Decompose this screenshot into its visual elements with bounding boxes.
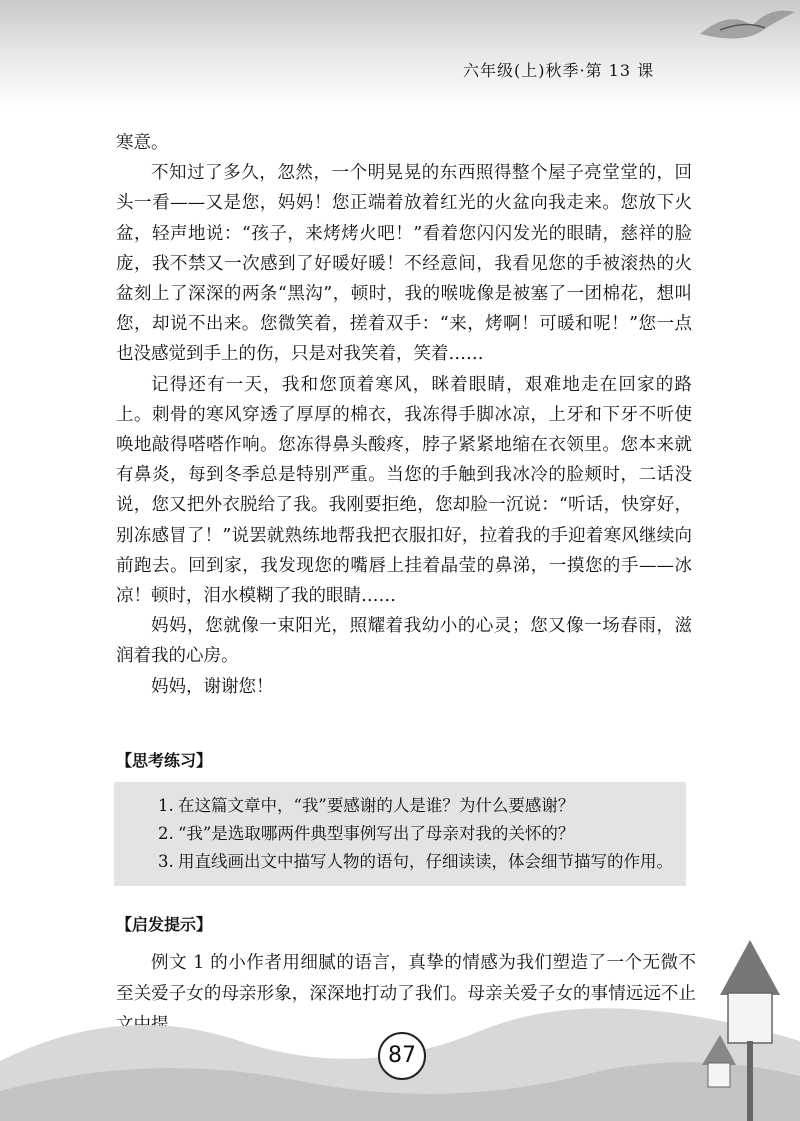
paragraph: 妈妈，您就像一束阳光，照耀着我幼小的心灵；您又像一场春雨，滋润着我的心房。 [116,616,692,667]
header-background [0,0,800,110]
hint-label: 【启发提示】 [116,915,213,934]
lesson-header: 六年级(上)秋季·第 13 课 [463,61,655,80]
hint-paragraph: 例文 1 的小作者用细腻的语言，真挚的情感为我们塑造了一个无微不至关爱子女的母亲形象，深深地打动了我们。母亲关爱子女的事情远远不止文中提 [116,953,696,1035]
bird-illustration [690,4,800,50]
article-body [116,128,692,702]
paragraph: 寒意。 [116,133,169,153]
page-number: 87 [378,1032,426,1080]
exercise-number: 3. [158,852,174,871]
exercise-item [158,848,686,876]
exercise-number: 1. [158,796,174,815]
paragraph: 不知过了多久，忽然，一个明晃晃的东西照得整个屋子亮堂堂的，回头一看——又是您，妈妈！您正端着放着红光的火盆向我走来。您放下火盆，轻声地说：“孩子，来烤烤火吧！”看着您闪闪发光的眼睛，慈祥的脸庞，我不禁又一次感到了好暖好暖！不经意间，我看见您的手被滚热的火盆刻上了深深的两条“黑沟”，顿时，我的喉咙像是被塞了一团棉花，想叫您，却说不出来。您微笑着，搓着双手：“来，烤啊！可暖和呢！”您一点也没感觉到手上的伤，只是对我笑着，笑着…… [116,163,692,365]
birdhouse-illustration [700,935,800,1121]
exercise-number: 2. [158,824,174,843]
exercise-text: 用直线画出文中描写人物的语句，仔细读读，体会细节描写的作用。 [178,852,673,871]
exercise-box [114,782,686,886]
exercise-list [114,782,686,876]
paragraph: 记得还有一天，我和您顶着寒风，眯着眼睛，艰难地走在回家的路上。刺骨的寒风穿透了厚厚的棉衣，我冻得手脚冰凉，上牙和下牙不听使唤地敲得嗒嗒作响。您冻得鼻头酸疼，脖子紧紧地缩在衣领里。您本来就有鼻炎，每到冬季总是特别严重。当您的手触到我冰冷的脸颊时，二话没说，您又把外衣脱给了我。我刚要拒绝，您却脸一沉说：“听话，快穿好，别冻感冒了！”说罢就熟练地帮我把衣服扣好，拉着我的手迎着寒风继续向前跑去。回到家，我发现您的嘴唇上挂着晶莹的鼻涕，一摸您的手——冰凉！顿时，泪水模糊了我的眼睛…… [116,374,692,607]
paragraph: 妈妈，谢谢您！ [151,676,274,697]
exercise-item [158,820,686,848]
exercise-item [158,792,686,820]
exercise-text: “我”是选取哪两件典型事例写出了母亲对我的关怀的？ [178,824,575,843]
exercise-text: 在这篇文章中，“我”要感谢的人是谁？为什么要感谢？ [178,796,575,815]
landscape-illustration [0,941,800,1121]
exercise-label: 【思考练习】 [116,751,213,770]
